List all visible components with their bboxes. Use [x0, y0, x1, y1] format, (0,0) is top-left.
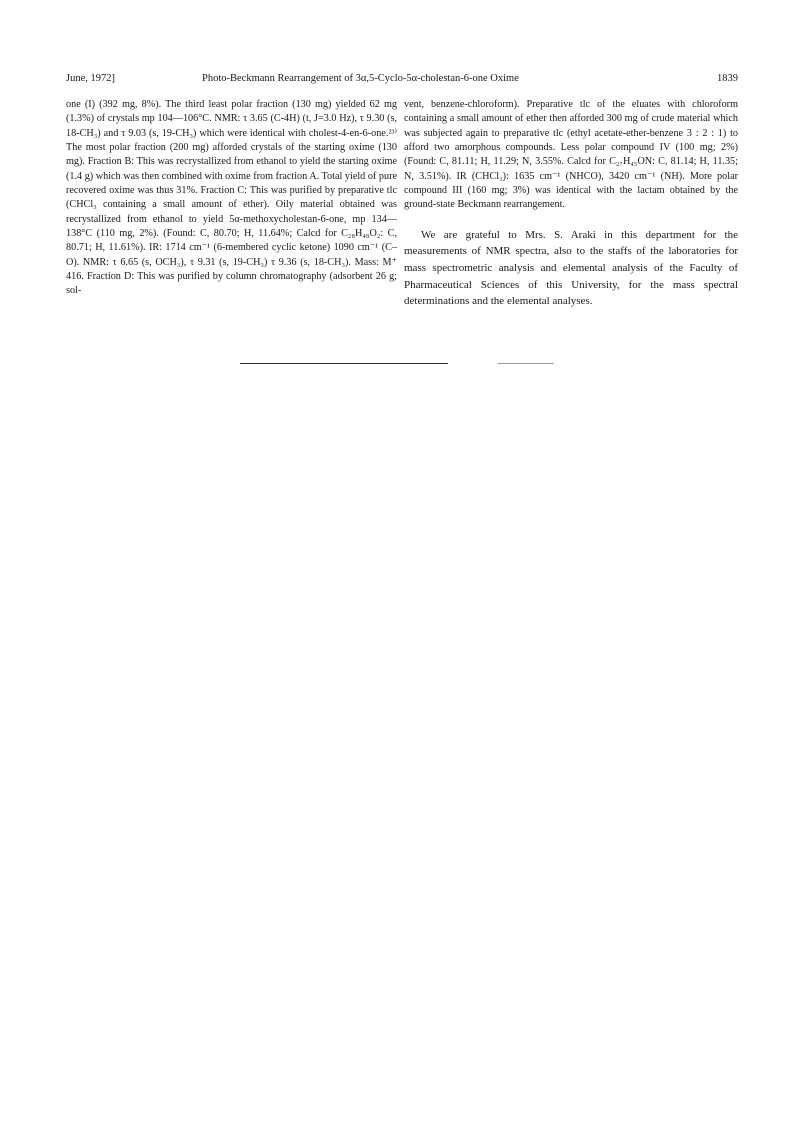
running-title: Photo-Beckmann Rearrangement of 3α,5-Cyclo-5α-cholestan-6-one Oxime [202, 73, 519, 84]
end-rule [240, 363, 448, 364]
experimental-paragraph-right: vent, benzene-chloroform). Preparative tlc of the eluates with chloroform containing a small amount of ether then afforded 300 mg of crude material which was subjected again to preparative tlc (ethyl acetate-ether-benzene 3 : 2 : 1) to afford two amorphous compounds. Less polar compound IV (100 mg; 2%) (Found: C, 81.11; H, 11.29; N, 3.55%. Calcd for C₂₇H₄₅ON: C, 81.14; H, 11.35; N, 3.51%). IR (CHCl₃): 1635 cm⁻¹ (NHCO), 3420 cm⁻¹ (NH). More polar compound III (160 mg; 3%) was identical with the lactam obtained by the ground-state Beckmann rearrangement. [404, 99, 738, 211]
acknowledgment-paragraph: We are grateful to Mrs. S. Araki in this department for the measurements of NMR spectra, also to the staffs of the laboratories for mass spectrometric analysis and elemental analysis of the Faculty of Pharmaceutical Sciences of this University, for the mass spectral determinations and the elemental analyses. [404, 228, 738, 308]
issue-date: June, 1972] [66, 73, 115, 84]
running-header [66, 71, 738, 87]
page-number: 1839 [717, 73, 738, 84]
right-column [404, 98, 738, 310]
end-rule-short [498, 363, 554, 364]
left-column [66, 98, 397, 299]
experimental-paragraph-left: one (I) (392 mg, 8%). The third least polar fraction (130 mg) yielded 62 mg (1.3%) of crystals mp 104—106°C. NMR: τ 3.65 (C-4H) (t, J=3.0 Hz), τ 9.30 (s, 18-CH₃) and τ 9.03 (s, 19-CH₃) which were identical with cholest-4-en-6-one.²³⁾ The most polar fraction (200 mg) afforded crystals of the starting oxime (130 mg). Fraction B: This was recrystallized from ethanol to yield the starting oxime (1.4 g) which was then combined with oxime from fraction A. Total yield of pure recovered oxime was thus 31%. Fraction C: This was purified by preparative tlc (CHCl₃ containing a small amount of ether). Oily material obtained was recrystallized from ethanol to yield 5α-methoxycholestan-6-one, mp 134—138°C (110 mg, 2%). (Found: C, 80.70; H, 11.64%; Calcd for C₂₈H₄₈O₂: C, 80.71; H, 11.61%). IR: 1714 cm⁻¹ (6-membered cyclic ketone) 1090 cm⁻¹ (C–O). NMR: τ 6.65 (s, OCH₃), τ 9.31 (s, 19-CH₃) τ 9.36 (s, 18-CH₃). Mass: M⁺ 416. Fraction D: This was purified by column chromatography (adsorbent 26 g; sol- [66, 99, 397, 297]
